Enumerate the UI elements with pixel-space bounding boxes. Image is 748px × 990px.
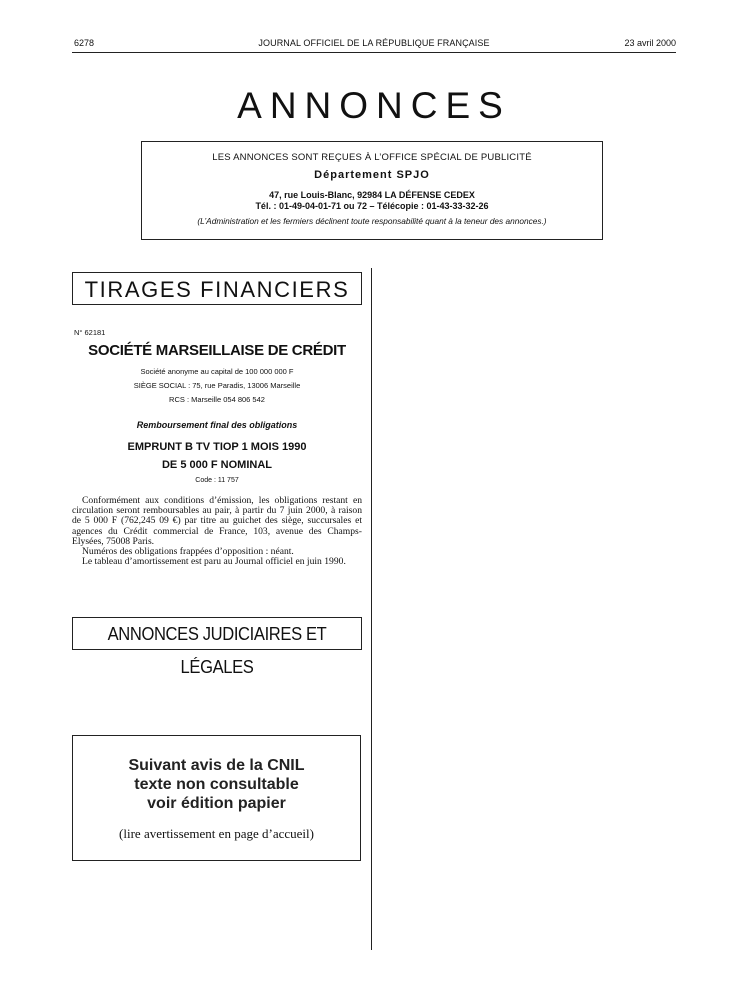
column-divider <box>371 268 372 950</box>
company-rcs: RCS : Marseille 054 806 542 <box>169 395 265 404</box>
spjo-disclaimer: (L’Administration et les fermiers déclinent toute responsabilité quant à la teneur des annonces.) <box>197 216 547 226</box>
company-address: SIÈGE SOCIAL : 75, rue Paradis, 13006 Marseille <box>133 381 301 390</box>
company-name: SOCIÉTÉ MARSEILLAISE DE CRÉDIT <box>88 342 346 359</box>
emprunt-title-1: EMPRUNT B TV TIOP 1 MOIS 1990 <box>127 441 307 453</box>
spjo-info-box <box>141 141 603 240</box>
emprunt-title-2: DE 5 000 F NOMINAL <box>161 459 273 471</box>
cnil-line-2: texte non consultable <box>134 776 299 793</box>
spjo-phone: Tél. : 01-49-04-01-71 ou 72 – Télécopie : 01-43-33-32-26 <box>255 201 489 211</box>
section-tirages-financiers <box>72 272 362 305</box>
notice-paragraph-2: Numéros des obligations frappées d’opposition : néant. <box>82 546 294 558</box>
cnil-line-4: (lire avertissement en page d’accueil) <box>119 826 314 841</box>
section-annonces-judiciaires <box>72 617 362 677</box>
cnil-line-3: voir édition papier <box>147 795 286 812</box>
company-capital: Société anonyme au capital de 100 000 000 F <box>140 367 294 376</box>
code-number: Code : 11 757 <box>195 477 239 484</box>
notice-paragraph-3: Le tableau d’amortissement est paru au Journal officiel en juin 1990. <box>82 556 346 568</box>
reimbursement-heading: Remboursement final des obligations <box>136 420 298 430</box>
header-rule <box>72 52 676 53</box>
spjo-address: 47, rue Louis-Blanc, 92984 LA DÉFENSE CEDEX <box>269 190 475 200</box>
spjo-department: Département SPJO <box>314 169 430 181</box>
notice-paragraph-1: Conformément aux conditions d’émission, les obligations restant en circulation seront remboursables au pair, à partir du 7 juin 2000, à raison de 5 000 F (762,245 09 €) par titre au guichet des siège, succursales et agences du Crédit commercial de France, 103, avenue des Champs-Elysées, 75008 Paris. <box>72 495 362 547</box>
page-number: 6278 <box>74 38 95 48</box>
cnil-notice-box <box>72 735 361 861</box>
cnil-line-1: Suivant avis de la CNIL <box>128 757 305 774</box>
page-title: ANNONCES <box>237 85 511 126</box>
journal-title: JOURNAL OFFICIEL DE LA RÉPUBLIQUE FRANÇAISE <box>258 38 490 48</box>
notice-number: N° 62181 <box>74 328 106 337</box>
section-annonces-label: ANNONCES JUDICIAIRES ET LÉGALES <box>107 624 327 677</box>
notice-body <box>72 496 362 567</box>
section-tirages-label: TIRAGES FINANCIERS <box>84 277 350 302</box>
issue-date: 23 avril 2000 <box>624 38 676 48</box>
spjo-line-1: LES ANNONCES SONT REÇUES À L’OFFICE SPÉCIAL DE PUBLICITÉ <box>212 152 532 163</box>
